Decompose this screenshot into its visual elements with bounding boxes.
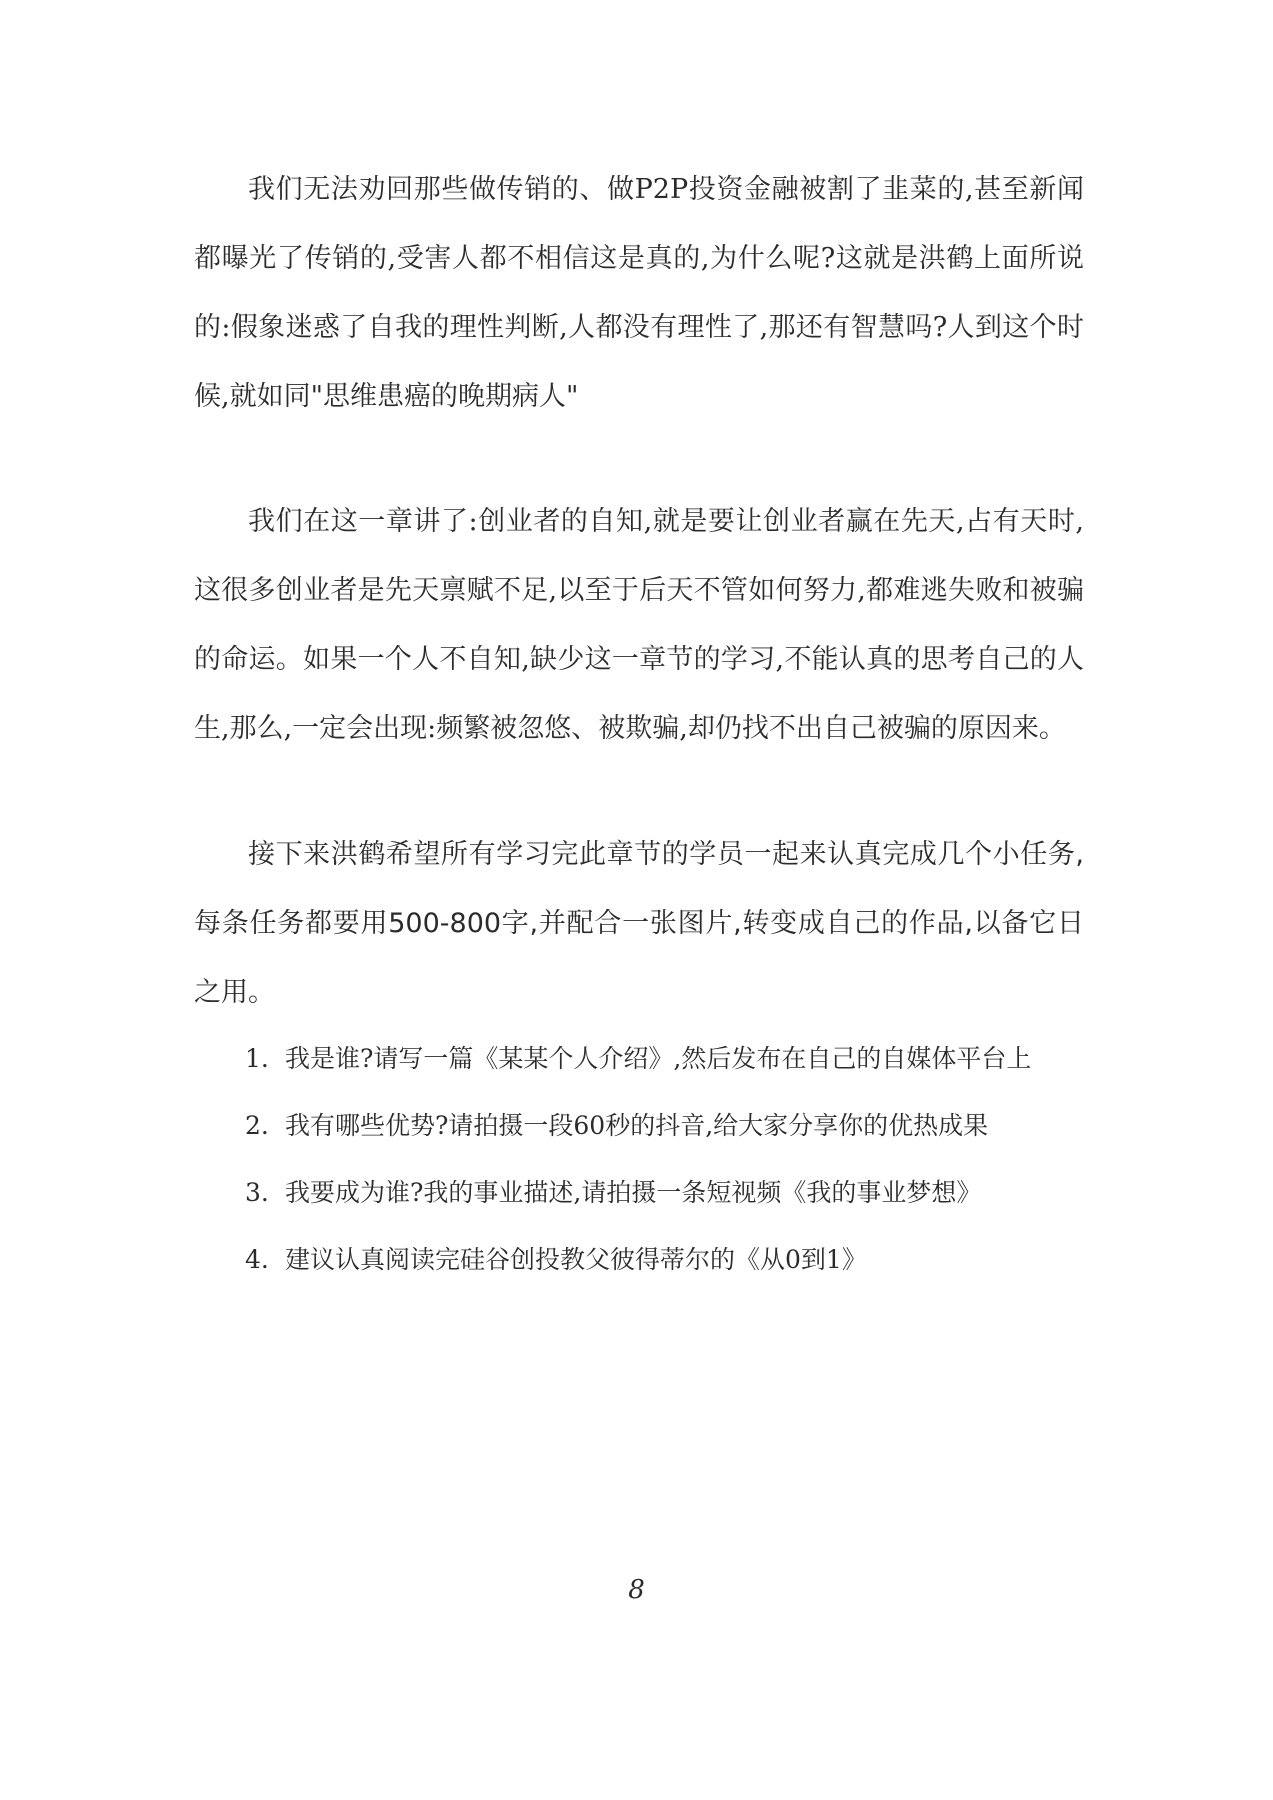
page-number: 8 bbox=[628, 1575, 645, 1605]
task-item-3 bbox=[245, 1159, 1065, 1226]
paragraph-chapter-summary: 我们在这一章讲了:创业者的自知,就是要让创业者赢在先天,占有天时,这很多创业者是先天禀赋不足,以至于后天不管如何努力,都难逃失败和被骗的命运。如果一个人不自知,缺少这一章节的学习,不能认真的思考自己的人生,那么,一定会出现:频繁被忽悠、被欺骗,却仍找不出自己被骗的原因来。 bbox=[194, 506, 1084, 744]
task-text: 我有哪些优势?请拍摄一段60秒的抖音,给大家分享你的优热成果 bbox=[285, 1111, 989, 1140]
task-list bbox=[245, 1025, 1065, 1293]
paragraph-pyramid-scheme: 我们无法劝回那些做传销的、做P2P投资金融被割了韭菜的,甚至新闻都曝光了传销的,受害人都不相信这是真的,为什么呢?这就是洪鹤上面所说的:假象迷惑了自我的理性判断,人都没有理性了,那还有智慧吗?人到这个时候,就如同"思维患癌的晚期病人" bbox=[194, 174, 1084, 412]
task-number: 1. bbox=[245, 1044, 269, 1073]
task-text: 我要成为谁?我的事业描述,请拍摄一条短视频《我的事业梦想》 bbox=[285, 1178, 982, 1207]
task-item-4 bbox=[245, 1226, 1065, 1293]
task-item-1 bbox=[245, 1025, 1065, 1092]
paragraph-task-intro: 接下来洪鹤希望所有学习完此章节的学员一起来认真完成几个小任务,每条任务都要用500-800字,并配合一张图片,转变成自己的作品,以备它日之用。 bbox=[194, 839, 1084, 1008]
task-item-2 bbox=[245, 1092, 1065, 1159]
task-number: 4. bbox=[245, 1245, 269, 1274]
task-text: 我是谁?请写一篇《某某个人介绍》,然后发布在自己的自媒体平台上 bbox=[285, 1044, 1032, 1073]
task-number: 3. bbox=[245, 1178, 269, 1207]
task-number: 2. bbox=[245, 1111, 269, 1140]
task-text: 建议认真阅读完硅谷创投教父彼得蒂尔的《从0到1》 bbox=[285, 1245, 867, 1274]
